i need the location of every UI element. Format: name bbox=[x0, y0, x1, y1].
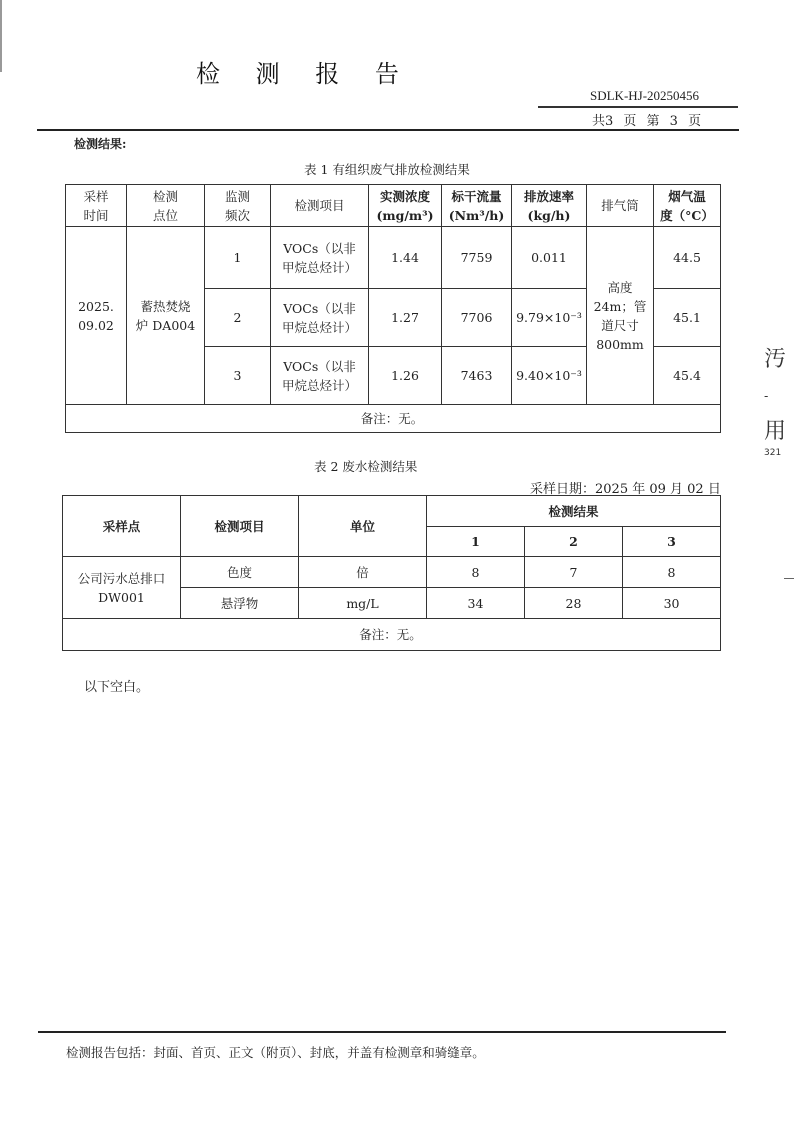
cell-item: VOCs（以非 甲烷总烃计） bbox=[271, 227, 369, 289]
footer-rule bbox=[38, 1031, 726, 1033]
cell-frequency: 1 bbox=[205, 227, 271, 289]
th-run-1: 1 bbox=[427, 527, 525, 557]
cell-concentration: 1.27 bbox=[369, 289, 442, 347]
report-number: SDLK-HJ-20250456 bbox=[590, 88, 700, 103]
cell-value: 30 bbox=[623, 588, 721, 619]
table1-header-row bbox=[66, 185, 721, 227]
cell-concentration: 1.26 bbox=[369, 347, 442, 405]
table2-note-row bbox=[63, 619, 721, 651]
cell-sample-point: 蓄热焚烧 炉 DA004 bbox=[127, 227, 205, 405]
cell-unit: mg/L bbox=[299, 588, 427, 619]
footer-note: 检测报告包括：封面、首页、正文（附页）、封底，并盖有检测章和骑缝章。 bbox=[66, 1045, 485, 1060]
blank-below-note: 以下空白。 bbox=[84, 680, 150, 695]
th-run-3: 3 bbox=[623, 527, 721, 557]
cell-frequency: 2 bbox=[205, 289, 271, 347]
header-rule bbox=[37, 129, 739, 131]
cell-flow: 7706 bbox=[442, 289, 512, 347]
cell-flow: 7463 bbox=[442, 347, 512, 405]
th-sample-point: 检测 点位 bbox=[127, 185, 205, 227]
th-run-2: 2 bbox=[525, 527, 623, 557]
table-wastewater bbox=[62, 495, 721, 651]
seal-char: 用 bbox=[764, 419, 787, 444]
table2-caption: 表 2 废水检测结果 bbox=[314, 459, 418, 474]
th-rate: 排放速率 (kg/h) bbox=[512, 185, 587, 227]
seal-char: 汚 bbox=[764, 347, 787, 372]
cell-item: 色度 bbox=[181, 557, 299, 588]
th-frequency: 监测 频次 bbox=[205, 185, 271, 227]
cell-concentration: 1.44 bbox=[369, 227, 442, 289]
th-stack: 排气筒 bbox=[587, 185, 654, 227]
page-info: 共3 页 第 3 页 bbox=[592, 114, 702, 129]
seal-char: - bbox=[764, 389, 769, 403]
th-flow: 标干流量 (Nm³/h) bbox=[442, 185, 512, 227]
seal-fragment bbox=[764, 344, 794, 458]
th-sample-point: 采样点 bbox=[63, 496, 181, 557]
section-label: 检测结果: bbox=[74, 137, 127, 151]
cell-temperature: 45.1 bbox=[654, 289, 721, 347]
cell-rate: 9.79×10⁻³ bbox=[512, 289, 587, 347]
th-concentration: 实测浓度 (mg/m³) bbox=[369, 185, 442, 227]
table-row bbox=[66, 227, 721, 289]
table1-caption: 表 1 有组织废气排放检测结果 bbox=[304, 162, 470, 177]
cell-value: 8 bbox=[427, 557, 525, 588]
cell-frequency: 3 bbox=[205, 347, 271, 405]
cell-rate: 9.40×10⁻³ bbox=[512, 347, 587, 405]
cell-value: 7 bbox=[525, 557, 623, 588]
th-sample-time: 采样 时间 bbox=[66, 185, 127, 227]
cell-stack-info: 高度 24m；管 道尺寸 800mm bbox=[587, 227, 654, 405]
cell-value: 34 bbox=[427, 588, 525, 619]
cell-flow: 7759 bbox=[442, 227, 512, 289]
cell-value: 28 bbox=[525, 588, 623, 619]
cell-item: 悬浮物 bbox=[181, 588, 299, 619]
th-temperature: 烟气温 度（°C） bbox=[654, 185, 721, 227]
cell-item: VOCs（以非 甲烷总烃计） bbox=[271, 347, 369, 405]
table1-note: 备注：无。 bbox=[66, 405, 721, 433]
cell-value: 8 bbox=[623, 557, 721, 588]
table-row bbox=[63, 557, 721, 588]
th-unit: 单位 bbox=[299, 496, 427, 557]
seal-number: 321 bbox=[764, 448, 782, 458]
cell-rate: 0.011 bbox=[512, 227, 587, 289]
th-item: 检测项目 bbox=[271, 185, 369, 227]
table2-header-row bbox=[63, 496, 721, 527]
cell-temperature: 45.4 bbox=[654, 347, 721, 405]
cell-unit: 倍 bbox=[299, 557, 427, 588]
scan-margin-line bbox=[0, 0, 2, 72]
th-results: 检测结果 bbox=[427, 496, 721, 527]
table2-note: 备注：无。 bbox=[63, 619, 721, 651]
report-title: 检 测 报 告 bbox=[196, 60, 413, 88]
cell-temperature: 44.5 bbox=[654, 227, 721, 289]
margin-mark bbox=[784, 578, 794, 579]
header-rule-short bbox=[538, 106, 738, 108]
th-item: 检测项目 bbox=[181, 496, 299, 557]
cell-item: VOCs（以非 甲烷总烃计） bbox=[271, 289, 369, 347]
table-exhaust-gas bbox=[65, 184, 721, 433]
sample-date: 采样日期：2025 年 09 月 02 日 bbox=[530, 482, 721, 497]
cell-sample-point: 公司污水总排口 DW001 bbox=[63, 557, 181, 619]
cell-sample-time: 2025. 09.02 bbox=[66, 227, 127, 405]
table1-note-row bbox=[66, 405, 721, 433]
